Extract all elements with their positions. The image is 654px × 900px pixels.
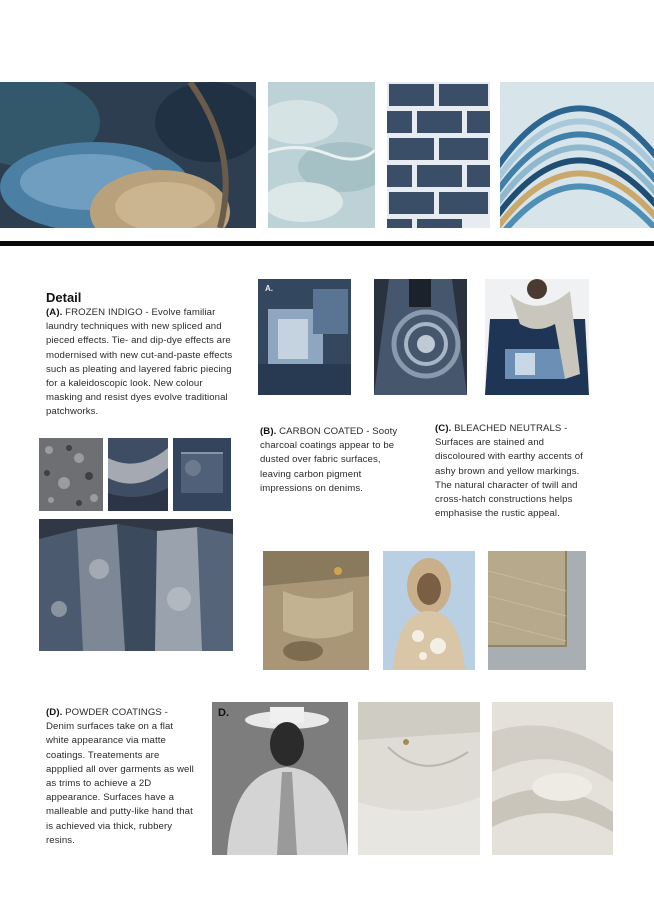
section-d-text: POWDER COATINGS - Denim surfaces take on a flat white appearance via matte coatings. Treatements are appplied all over garments as well as trims to achieve a 2D appearance. Surfaces have a malleable and putty-like hand that is achieved via thick, rubbery resins. xyxy=(46,707,194,846)
rubbery-resin-fabric-photo xyxy=(492,702,613,855)
bleached-hooded-figure-photo xyxy=(383,551,475,670)
indigo-brick-wall-photo xyxy=(387,82,490,228)
section-b-text: CARBON COATED - Sooty charcoal coatings appear to be dusted over fabric surfaces, leaving carbon pigment impressions on denims. xyxy=(260,426,398,494)
tie-dye-sweater-photo xyxy=(374,279,467,395)
pieced-sweater-scarf-photo xyxy=(485,279,589,395)
section-c-text: BLEACHED NEUTRALS - Surfaces are stained and discoloured with earthy accents of ashy brown and yellow markings. The natural character of twill and cross-hatch constructions helps emphasise the rustic appeal. xyxy=(435,423,583,520)
section-d-tag: (D). xyxy=(46,707,63,718)
section-a-tag: (A). xyxy=(46,307,63,318)
white-coated-jeans-photo xyxy=(358,702,480,855)
dusted-denim-pocket-photo xyxy=(173,438,231,511)
marbled-blue-stripes-photo xyxy=(500,82,654,228)
charcoal-texture-swatch-photo xyxy=(39,438,103,511)
patchwork-denim-photo xyxy=(258,279,351,395)
carbon-coated-jackets-rack-photo xyxy=(39,519,233,651)
section-c-tag: (C). xyxy=(435,423,452,434)
powder-coatings-description xyxy=(46,706,196,848)
stained-neutral-jeans-photo xyxy=(263,551,369,670)
marker-d: D. xyxy=(218,707,229,719)
detail-heading: Detail xyxy=(46,290,82,305)
marker-a: A. xyxy=(265,284,273,293)
powder-coated-model-photo xyxy=(212,702,348,855)
carbon-coated-description xyxy=(260,425,410,496)
section-divider xyxy=(0,241,654,246)
section-b-tag: (B). xyxy=(260,426,277,437)
bleached-neutrals-description xyxy=(435,422,583,521)
frozen-indigo-description xyxy=(46,306,236,420)
section-a-text: FROZEN INDIGO - Evolve familiar laundry techniques with new spliced and pieced effects. Tie- and dip-dye effects are modernised with new cut-and-paste effects such as pleating and layered fabric piecing for a kaleidoscopic look. New colour masking and resist dyes evolve traditional patchworks. xyxy=(46,307,233,418)
indigo-fabric-rolls-photo xyxy=(0,82,256,228)
twill-patch-detail-photo xyxy=(488,551,586,670)
frozen-ice-texture-photo xyxy=(268,82,375,228)
coated-denim-fold-photo xyxy=(108,438,168,511)
